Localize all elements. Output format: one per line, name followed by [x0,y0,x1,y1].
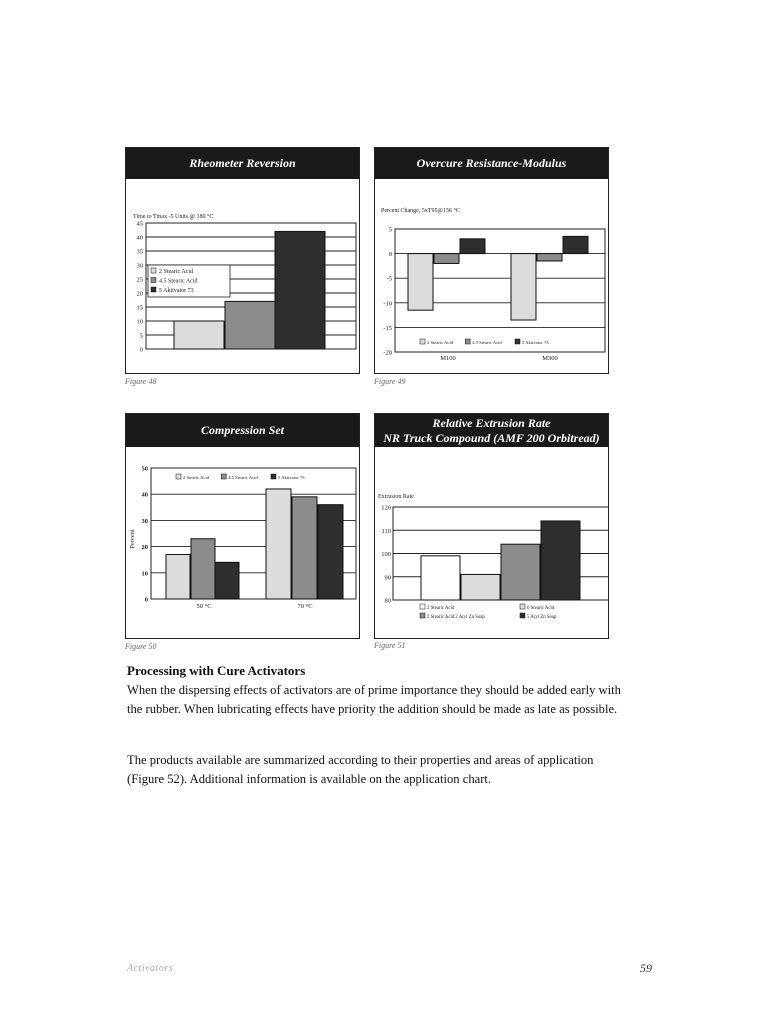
chart2-y-tick-label: 0 [144,596,148,604]
figure-48-caption: Figure 48 [125,377,157,386]
figure-51-title-line1: Relative Extrusion Rate [432,415,551,430]
chart2-y-axis-label: Percent [129,529,136,549]
chart3-y-tick-label: 100 [381,551,391,558]
section-heading: Processing with Cure Activators [127,663,306,678]
chart2-category-label: 50 °C [196,603,212,610]
figure-50-title: Compression Set [200,423,284,437]
figure-48-header [126,148,359,179]
chart2-bar [215,562,239,599]
chart1-legend-swatch [420,339,425,344]
figure-49-header [375,148,608,179]
chart0-legend-swatch [151,278,156,283]
figure-49-title: Overcure Resistance-Modulus [416,156,567,170]
chart1-y-tick-label: -15 [383,324,392,332]
page-number: 59 [640,961,652,975]
chart0-y-tick-label: 30 [136,262,143,270]
figure-51-title-line2: NR Truck Compound (AMF 200 Orbitread) [383,430,600,445]
chart1-y-tick-label: 5 [388,226,392,234]
chart0-y-tick-label: 0 [139,346,143,354]
chart2-bar [318,505,343,599]
chart3-legend-label: 2 Stearic Acid [427,606,455,611]
chart2-y-tick-label: 30 [141,517,148,525]
figure-51-header [375,414,608,447]
chart2-bar [166,554,190,599]
chart3-y-tick-label: 80 [384,597,391,605]
chart1-bar [460,239,485,254]
chart0-bar [174,321,224,349]
chart1-y-tick-label: 0 [388,251,392,259]
chart2-bar [191,539,215,599]
figure-49-chart [375,179,608,373]
figure-50-chart [126,447,359,638]
chart0-legend-label: 5 Aktivator 73 [159,288,194,294]
chart0-y-tick-label: 25 [136,276,143,284]
chart3-legend-swatch [420,604,425,609]
chart0-legend-swatch [151,287,156,292]
chart2-y-tick-label: 10 [141,570,148,578]
chart2-legend-swatch [221,474,226,479]
chart1-bar [434,254,459,264]
chart1-category-label: M100 [440,355,456,362]
chart3-legend-swatch [520,613,525,618]
chart1-y-axis-label: Percent Change, 5xT95@156 °C [381,208,460,214]
chart1-y-tick-label: -10 [383,300,392,308]
chart1-y-tick-label: -5 [386,275,392,283]
chart0-y-tick-label: 10 [136,318,143,326]
chart3-legend-swatch [520,604,525,609]
chart2-y-tick-label: 20 [141,544,148,552]
figure-48-title: Rheometer Reversion [189,156,296,170]
chart2-y-tick-label: 50 [141,465,148,473]
chart0-legend-label: 2 Stearic Acid [159,269,193,275]
chart1-bar [408,254,433,311]
figure-51-caption: Figure 51 [374,641,406,650]
figure-48-chart [126,179,359,373]
chart3-y-tick-label: 90 [384,574,391,582]
figure-51-chart [375,447,608,638]
chart2-legend-label: 2 Stearic Acid [183,475,210,480]
figure-51-panel [374,413,609,639]
chart3-bar [541,521,580,600]
chart3-legend-label: 5 Aryl Zn Soap [527,615,557,620]
footer-section-name: Activators [127,963,174,974]
chart2-y-tick-label: 40 [141,491,148,499]
paragraph-2: The products available are summarized according to their properties and areas of application (Figure 52). Additional information is available on the application chart. [127,753,594,786]
chart1-legend-swatch [515,339,520,344]
chart3-bar [461,574,500,600]
chart3-y-tick-label: 110 [381,527,391,535]
chart0-y-tick-label: 15 [136,304,143,312]
chart0-y-axis-label: Time to Tmax -5 Units @ 180 °C [133,214,214,220]
figure-49-panel [374,147,609,374]
chart2-category-label: 70 °C [297,603,313,610]
chart1-legend-label: 2 Stearic Acid [427,340,454,345]
chart3-legend-swatch [420,613,425,618]
chart3-legend-label: 6 Stearic Acid [527,606,555,611]
paragraph-1: When the dispersing effects of activators are of prime importance they should be added early with the rubber. When lubricating effects have priority the addition should be made as late as possible. [127,683,621,716]
figure-50-panel [125,413,360,639]
chart0-y-tick-label: 35 [136,248,143,256]
chart0-y-tick-label: 20 [136,290,143,298]
figure-48-panel [125,147,360,374]
chart2-legend-swatch [271,474,276,479]
chart2-legend-label: 5 Aktivator 73 [278,475,305,480]
chart1-legend-label: 4.5 Stearic Acid [472,340,502,345]
chart3-bar [421,556,460,600]
chart1-legend-label: 5 Aktivator 73 [522,340,549,345]
chart1-y-tick-label: -20 [383,349,392,357]
chart3-y-axis-label: Extrusion Rate [378,494,414,500]
chart0-bar [275,231,325,349]
chart3-y-tick-label: 120 [381,504,391,512]
chart2-bar [292,497,317,599]
chart0-legend-label: 4.5 Stearic Acid [159,278,198,285]
chart2-legend-label: 4.5 Stearic Acid [228,475,258,480]
chart0-bar [225,301,275,349]
chart2-legend-swatch [176,474,181,479]
chart2-bar [266,489,291,599]
chart0-y-tick-label: 45 [136,220,143,228]
chart0-legend-swatch [151,268,156,273]
chart0-y-tick-label: 5 [139,332,143,340]
figure-50-caption: Figure 50 [125,642,157,651]
chart3-bar [501,544,540,600]
chart1-bar [511,254,536,320]
chart1-bar [537,254,562,261]
chart1-category-label: M300 [542,355,558,362]
chart1-legend-swatch [465,339,470,344]
figure-50-header [126,414,359,447]
figure-49-caption: Figure 49 [374,377,406,386]
chart0-y-tick-label: 40 [136,234,143,242]
chart3-legend-label: 2 Stearic Acid 2 Aryl Zn Soap [427,615,485,620]
chart1-bar [563,236,588,253]
